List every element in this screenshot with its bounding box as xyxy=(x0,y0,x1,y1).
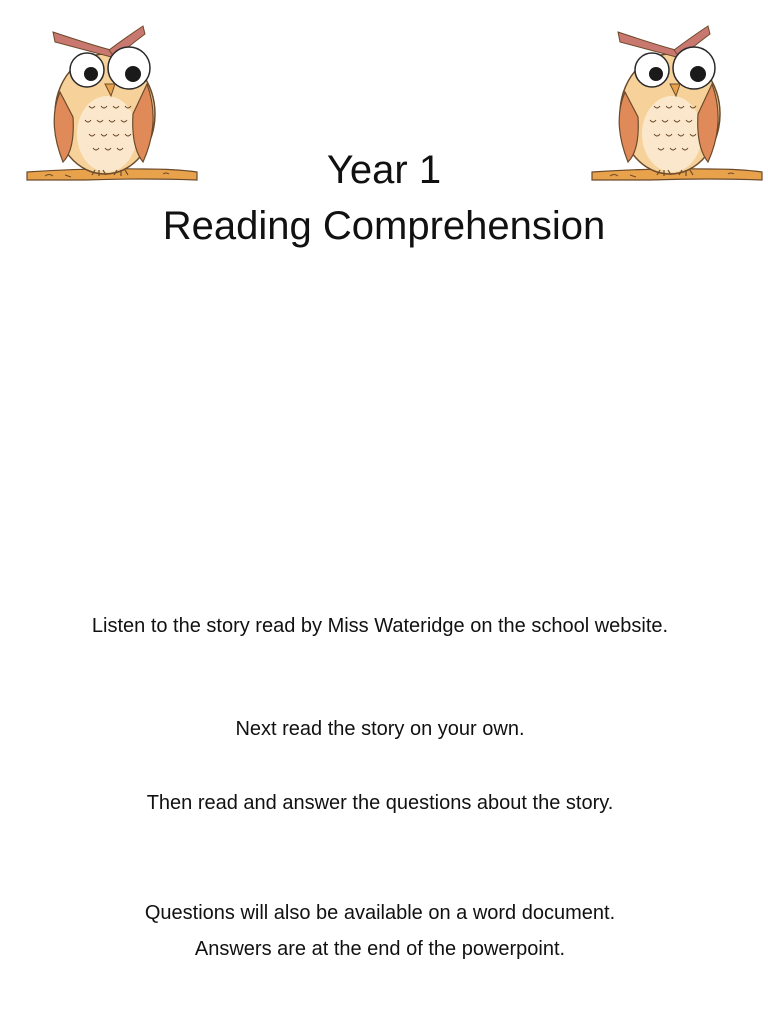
note-word-document: Questions will also be available on a word document. xyxy=(144,902,616,924)
note-answers-location: Answers are at the end of the powerpoint. xyxy=(194,938,566,960)
instruction-read-own: Next read the story on your own. xyxy=(235,718,525,740)
page-title-subject: Reading Comprehension xyxy=(162,204,606,248)
instruction-listen: Listen to the story read by Miss Wateridge on the school website. xyxy=(91,615,669,637)
page-title-year: Year 1 xyxy=(326,148,442,192)
instruction-answer: Then read and answer the questions about the story. xyxy=(146,792,614,814)
